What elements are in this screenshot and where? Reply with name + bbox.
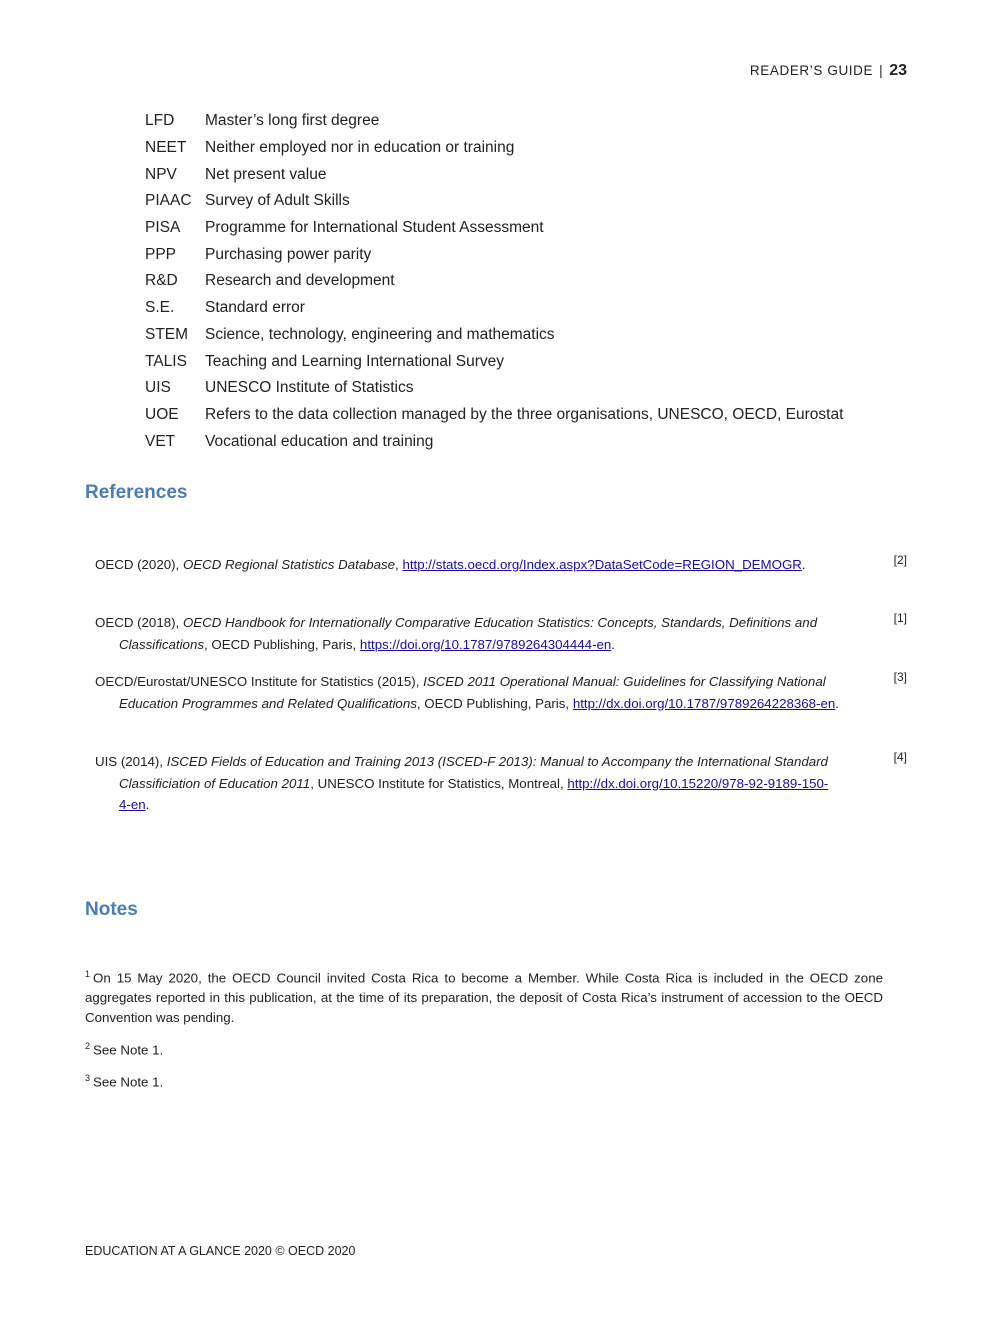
abbreviation-meaning: Refers to the data collection managed by the three organisations, UNESCO, OECD, Eurostat xyxy=(205,405,844,423)
abbreviation-row xyxy=(145,428,843,455)
reference-end: . xyxy=(835,695,839,711)
note-text: See Note 1. xyxy=(93,1042,164,1058)
reference-end: . xyxy=(611,636,615,652)
note-marker: 3 xyxy=(85,1073,91,1083)
reference-publisher: , xyxy=(395,557,403,572)
abbreviation-row xyxy=(145,348,843,375)
abbreviation-meaning: Survey of Adult Skills xyxy=(205,192,350,210)
reference-title: ISCED 2011 Operational Manual: Guidelines for Classifying National Education Programmes and Related Qualifications xyxy=(119,674,826,711)
abbreviation-meaning: Teaching and Learning International Survey xyxy=(205,352,505,370)
reference-number: [4] xyxy=(893,750,907,764)
reference-number: [2] xyxy=(893,553,907,567)
abbreviations-table xyxy=(145,108,843,455)
reference-author: UIS (2014), xyxy=(95,754,167,769)
reference-entry xyxy=(95,751,839,816)
abbreviation-code: S.E. xyxy=(145,299,175,317)
reference-link[interactable]: http://dx.doi.org/10.15220/978-92-9189-150-4-en xyxy=(119,775,829,812)
abbreviation-code: TALIS xyxy=(145,352,187,370)
notes-heading: Notes xyxy=(85,899,138,920)
reference-publisher: , OECD Publishing, Paris, xyxy=(416,695,573,711)
note-entry xyxy=(85,1036,883,1060)
abbreviation-meaning: Purchasing power parity xyxy=(205,245,372,263)
abbreviation-meaning: Research and development xyxy=(205,272,395,290)
reference-author: OECD (2020), xyxy=(95,557,183,572)
abbreviation-row xyxy=(145,215,843,242)
abbreviation-code: UIS xyxy=(145,379,171,397)
abbreviation-code: STEM xyxy=(145,325,189,343)
abbreviation-meaning: Standard error xyxy=(205,299,305,317)
abbreviation-meaning: Master’s long first degree xyxy=(205,112,380,130)
reference-end: . xyxy=(801,557,806,572)
reference-number: [3] xyxy=(893,670,907,684)
reference-title: OECD Handbook for Internationally Comparative Education Statistics: Concepts, Standards, Definitions and Classifications xyxy=(119,615,818,652)
abbreviation-row xyxy=(145,375,843,402)
abbreviation-row xyxy=(145,135,843,162)
abbreviation-code: NEET xyxy=(145,139,187,157)
reference-link[interactable]: https://doi.org/10.1787/9789264304444-en xyxy=(359,636,612,652)
abbreviation-row xyxy=(145,108,843,135)
reference-link[interactable]: http://dx.doi.org/10.1787/9789264228368-en xyxy=(572,695,836,711)
abbreviation-code: PISA xyxy=(145,219,181,237)
reference-author: OECD/Eurostat/UNESCO Institute for Statistics (2015), xyxy=(95,674,424,689)
abbreviation-row xyxy=(145,268,843,295)
abbreviation-code: VET xyxy=(145,432,176,450)
abbreviation-row xyxy=(145,241,843,268)
reference-end: . xyxy=(145,797,150,812)
page-number: 23 xyxy=(889,62,907,79)
page-header xyxy=(750,62,907,80)
header-separator: | xyxy=(879,63,884,78)
abbreviation-meaning: Vocational education and training xyxy=(205,432,434,450)
note-marker: 1 xyxy=(85,969,91,979)
abbreviation-meaning: Net present value xyxy=(205,165,327,183)
reference-entry xyxy=(95,612,839,655)
page-footer: EDUCATION AT A GLANCE 2020 © OECD 2020 xyxy=(85,1244,356,1258)
abbreviation-meaning: Neither employed nor in education or training xyxy=(205,139,515,157)
abbreviation-code: UOE xyxy=(145,405,179,423)
reference-title: OECD Regional Statistics Database xyxy=(182,557,396,572)
reference-entry xyxy=(95,671,839,714)
abbreviation-code: LFD xyxy=(145,112,175,130)
reference-author: OECD (2018), xyxy=(95,615,183,630)
reference-title: ISCED Fields of Education and Training 2013 (ISCED-F 2013): Manual to Accompany the International Standard Classificiation of Education 2011 xyxy=(119,754,828,791)
note-text: See Note 1. xyxy=(93,1074,164,1090)
reference-publisher: , OECD Publishing, Paris, xyxy=(203,636,360,652)
references-heading: References xyxy=(85,482,188,503)
reference-link[interactable]: http://stats.oecd.org/Index.aspx?DataSetCode=REGION_DEMOGR xyxy=(402,557,802,572)
abbreviation-meaning: Science, technology, engineering and mathematics xyxy=(205,325,555,343)
note-marker: 2 xyxy=(85,1041,91,1051)
running-title: READER’S GUIDE xyxy=(749,63,874,78)
abbreviation-row xyxy=(145,402,843,429)
abbreviation-row xyxy=(145,188,843,215)
note-entry xyxy=(85,964,883,1028)
abbreviation-code: NPV xyxy=(145,165,177,183)
abbreviation-code: R&D xyxy=(145,272,178,290)
note-entry xyxy=(85,1068,883,1092)
abbreviation-code: PPP xyxy=(145,245,177,263)
reference-publisher: , UNESCO Institute for Statistics, Montreal, xyxy=(310,775,568,791)
abbreviation-code: PIAAC xyxy=(145,192,192,210)
reference-entry xyxy=(95,554,839,576)
abbreviation-row xyxy=(145,295,843,322)
abbreviation-row xyxy=(145,322,843,349)
reference-number: [1] xyxy=(893,611,907,625)
abbreviation-row xyxy=(145,161,843,188)
abbreviation-meaning: Programme for International Student Assessment xyxy=(205,219,544,237)
note-text: On 15 May 2020, the OECD Council invited Costa Rica to become a Member. While Costa Rica is included in the OECD zone aggregates reported in this publication, at the time of its preparation, the deposit of Costa Rica’s instrument of accession to the OECD Convention was pending. xyxy=(85,970,883,1026)
abbreviation-meaning: UNESCO Institute of Statistics xyxy=(205,379,414,397)
